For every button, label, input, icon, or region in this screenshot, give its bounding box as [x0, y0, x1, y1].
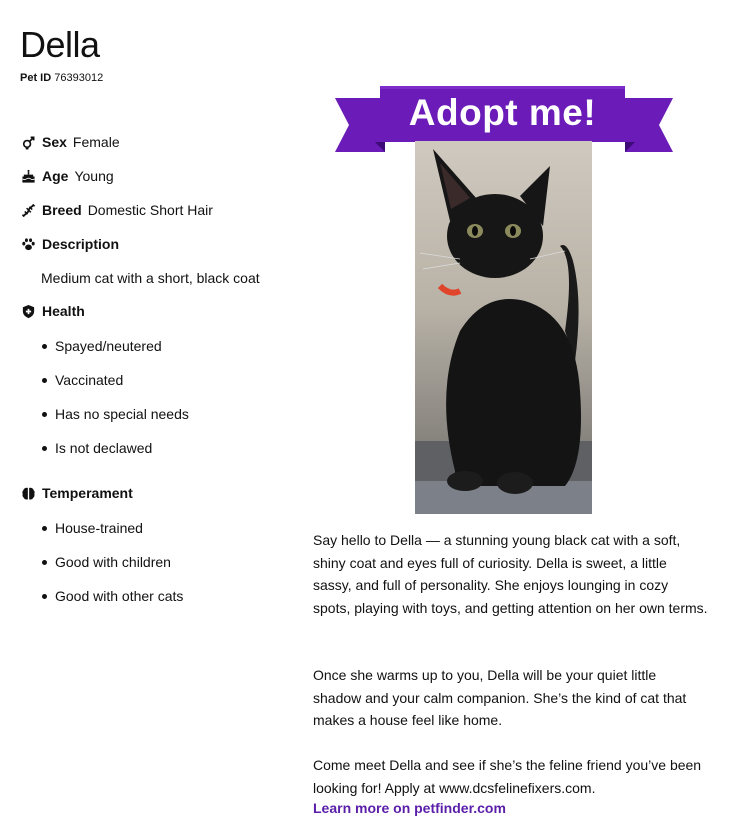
temperament-item	[42, 520, 143, 536]
attribute-description	[20, 236, 125, 252]
pet-id	[20, 72, 103, 84]
section-temperament	[20, 485, 139, 501]
section-health	[20, 303, 91, 319]
sex-label: Sex	[42, 134, 67, 150]
shield-icon	[20, 303, 36, 319]
cake-icon	[20, 168, 36, 184]
pet-id-value: 76393012	[54, 72, 104, 84]
temperament-item	[42, 588, 183, 604]
pet-name: Della	[20, 24, 100, 65]
health-item-text: Spayed/neutered	[55, 338, 162, 354]
bullet-dot	[42, 526, 47, 531]
bullet-dot	[42, 344, 47, 349]
attribute-age	[20, 168, 114, 184]
age-value: Young	[74, 168, 114, 184]
health-item	[42, 338, 162, 354]
temperament-item	[42, 554, 171, 570]
description-text: Medium cat with a short, black coat	[41, 270, 260, 286]
age-label: Age	[42, 168, 69, 184]
paw-icon	[20, 236, 36, 252]
story-paragraph-3: Come meet Della and see if she’s the feline friend you’ve been looking for! Apply at www.dcsfelinefixers.com.	[313, 757, 702, 796]
gender-icon	[20, 134, 36, 150]
health-item-text: Has no special needs	[55, 406, 189, 422]
breed-value: Domestic Short Hair	[87, 202, 213, 218]
temperament-item-text: House-trained	[55, 520, 143, 536]
bullet-dot	[42, 412, 47, 417]
breed-label: Breed	[42, 202, 82, 218]
description-label: Description	[42, 236, 120, 252]
health-item	[42, 406, 189, 422]
bullet-dot	[42, 378, 47, 383]
health-item-text: Vaccinated	[55, 372, 124, 388]
bullet-dot	[42, 446, 47, 451]
temperament-item-text: Good with children	[55, 554, 171, 570]
story-paragraph-1: Say hello to Della — a stunning young black cat with a soft, shiny coat and eyes full of curiosity. Della is sweet, a little sassy, and full of personality. She enjoys lounging in cozy spots, playing with toys, and getting attention on her own terms.	[313, 532, 708, 616]
story-paragraph-2: Once she warms up to you, Della will be your quiet little shadow and your calm companion. She’s the kind of cat that makes a house feel like home.	[313, 667, 687, 728]
banner-text: Adopt me!	[408, 92, 597, 133]
temperament-label: Temperament	[42, 485, 133, 501]
black-cat-photo	[415, 141, 592, 514]
petfinder-link[interactable]: Learn more on petfinder.com	[313, 800, 506, 816]
pet-id-label: Pet ID	[20, 72, 52, 84]
brain-icon	[20, 485, 36, 501]
health-label: Health	[42, 303, 85, 319]
temperament-item-text: Good with other cats	[55, 588, 184, 604]
cat-illustration	[415, 141, 592, 514]
sex-value: Female	[72, 134, 120, 150]
health-item	[42, 372, 123, 388]
bullet-dot	[42, 560, 47, 565]
attribute-breed	[20, 202, 213, 218]
health-item	[42, 440, 152, 456]
health-item-text: Is not declawed	[55, 440, 153, 456]
dna-icon	[20, 202, 36, 218]
attribute-sex	[20, 134, 120, 150]
bullet-dot	[42, 594, 47, 599]
